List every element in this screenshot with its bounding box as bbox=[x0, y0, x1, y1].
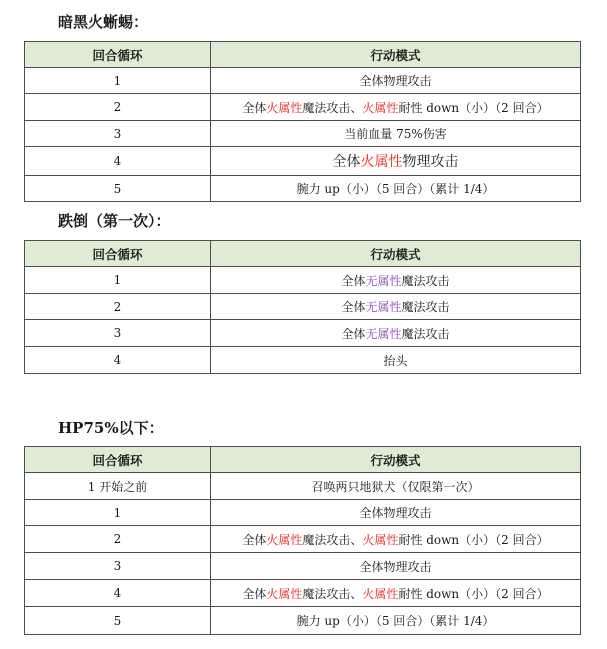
action-text: 全体 bbox=[341, 273, 366, 288]
table-header-row bbox=[25, 241, 581, 267]
action-cell bbox=[211, 147, 581, 176]
action-cell bbox=[211, 553, 581, 580]
fire-attribute-text: 火属性 bbox=[360, 154, 403, 170]
cycle-cell: 3 bbox=[25, 320, 211, 347]
cycle-cell: 3 bbox=[25, 121, 211, 147]
action-text: 魔法攻击 bbox=[401, 300, 450, 314]
non-attribute-text: 无属性 bbox=[365, 273, 402, 288]
action-cell bbox=[211, 580, 581, 607]
action-text: 召唤两只地狱犬（仅限第一次） bbox=[311, 479, 480, 494]
table-row bbox=[25, 267, 581, 294]
table-row bbox=[25, 580, 581, 607]
action-cell bbox=[211, 68, 581, 94]
cycle-cell: 1 开始之前 bbox=[25, 473, 211, 500]
cycle-cell: 4 bbox=[25, 580, 211, 607]
cycle-cell: 1 bbox=[25, 267, 211, 294]
cycle-cell: 5 bbox=[25, 607, 211, 635]
cycle-cell: 2 bbox=[25, 94, 211, 121]
column-header-action: 行动模式 bbox=[211, 241, 581, 267]
action-cell bbox=[211, 500, 581, 526]
table-row bbox=[25, 147, 581, 176]
fire-attribute-text: 火属性 bbox=[266, 532, 303, 547]
table-row bbox=[25, 320, 581, 347]
action-table-downed bbox=[24, 240, 581, 374]
table-header-row bbox=[25, 42, 581, 68]
action-text: 魔法攻击 bbox=[401, 326, 450, 341]
action-text: 耐性 down（小）（2 回合） bbox=[398, 586, 549, 601]
action-text: 魔法攻击、 bbox=[302, 100, 363, 115]
action-text: 全体 bbox=[332, 154, 361, 170]
table-row bbox=[25, 347, 581, 374]
table-row bbox=[25, 176, 581, 202]
cycle-cell: 1 bbox=[25, 500, 211, 526]
fire-attribute-text: 火属性 bbox=[362, 100, 399, 115]
table-row bbox=[25, 607, 581, 635]
action-text: 耐性 down（小）（2 回合） bbox=[398, 532, 549, 547]
table-row bbox=[25, 68, 581, 94]
action-table-dark-salamander bbox=[24, 41, 581, 202]
table-row bbox=[25, 94, 581, 121]
cycle-cell: 2 bbox=[25, 526, 211, 553]
table-row bbox=[25, 294, 581, 320]
action-cell bbox=[211, 526, 581, 553]
column-header-cycle: 回合循环 bbox=[25, 447, 211, 473]
action-text: 物理攻击 bbox=[402, 154, 459, 170]
column-header-action: 行动模式 bbox=[211, 42, 581, 68]
action-cell bbox=[211, 607, 581, 635]
section-title: HP75%以下： bbox=[58, 419, 164, 437]
action-text: 全体物理攻击 bbox=[359, 506, 432, 520]
table-row bbox=[25, 121, 581, 147]
action-text: 腕力 up（小）（5 回合）（累计 1/4） bbox=[296, 614, 495, 628]
action-text: 全体物理攻击 bbox=[359, 74, 432, 88]
action-cell bbox=[211, 267, 581, 294]
table-row bbox=[25, 553, 581, 580]
action-text: 魔法攻击、 bbox=[302, 532, 363, 547]
fire-attribute-text: 火属性 bbox=[362, 586, 399, 601]
table-header-row bbox=[25, 447, 581, 473]
fire-attribute-text: 火属性 bbox=[266, 100, 303, 115]
action-cell bbox=[211, 347, 581, 374]
action-text: 全体 bbox=[341, 300, 366, 314]
action-text: 当前血量 75%伤害 bbox=[344, 127, 447, 141]
action-cell bbox=[211, 94, 581, 121]
action-cell bbox=[211, 320, 581, 347]
action-table-hp-below-75 bbox=[24, 446, 581, 635]
action-cell bbox=[211, 294, 581, 320]
cycle-cell: 1 bbox=[25, 68, 211, 94]
action-text: 全体 bbox=[242, 532, 267, 547]
non-attribute-text: 无属性 bbox=[365, 300, 402, 314]
cycle-cell: 4 bbox=[25, 147, 211, 176]
action-text: 全体 bbox=[242, 586, 267, 601]
action-cell bbox=[211, 176, 581, 202]
column-header-action: 行动模式 bbox=[211, 447, 581, 473]
action-text: 魔法攻击、 bbox=[302, 586, 363, 601]
action-text: 全体物理攻击 bbox=[359, 559, 432, 574]
section-title: 暗黑火蜥蜴： bbox=[58, 13, 149, 31]
action-text: 全体 bbox=[242, 100, 267, 115]
cycle-cell: 5 bbox=[25, 176, 211, 202]
column-header-cycle: 回合循环 bbox=[25, 42, 211, 68]
cycle-cell: 3 bbox=[25, 553, 211, 580]
section-title: 跌倒（第一次）： bbox=[58, 212, 171, 230]
action-text: 抬头 bbox=[383, 353, 408, 368]
cycle-cell: 4 bbox=[25, 347, 211, 374]
action-text: 全体 bbox=[341, 326, 366, 341]
action-text: 魔法攻击 bbox=[401, 273, 450, 288]
action-cell bbox=[211, 121, 581, 147]
cycle-cell: 2 bbox=[25, 294, 211, 320]
column-header-cycle: 回合循环 bbox=[25, 241, 211, 267]
table-row bbox=[25, 473, 581, 500]
action-cell bbox=[211, 473, 581, 500]
fire-attribute-text: 火属性 bbox=[266, 586, 303, 601]
action-text: 耐性 down（小）（2 回合） bbox=[398, 100, 549, 115]
action-text: 腕力 up（小）（5 回合）（累计 1/4） bbox=[296, 182, 495, 196]
table-row bbox=[25, 526, 581, 553]
fire-attribute-text: 火属性 bbox=[362, 532, 399, 547]
table-row bbox=[25, 500, 581, 526]
non-attribute-text: 无属性 bbox=[365, 326, 402, 341]
